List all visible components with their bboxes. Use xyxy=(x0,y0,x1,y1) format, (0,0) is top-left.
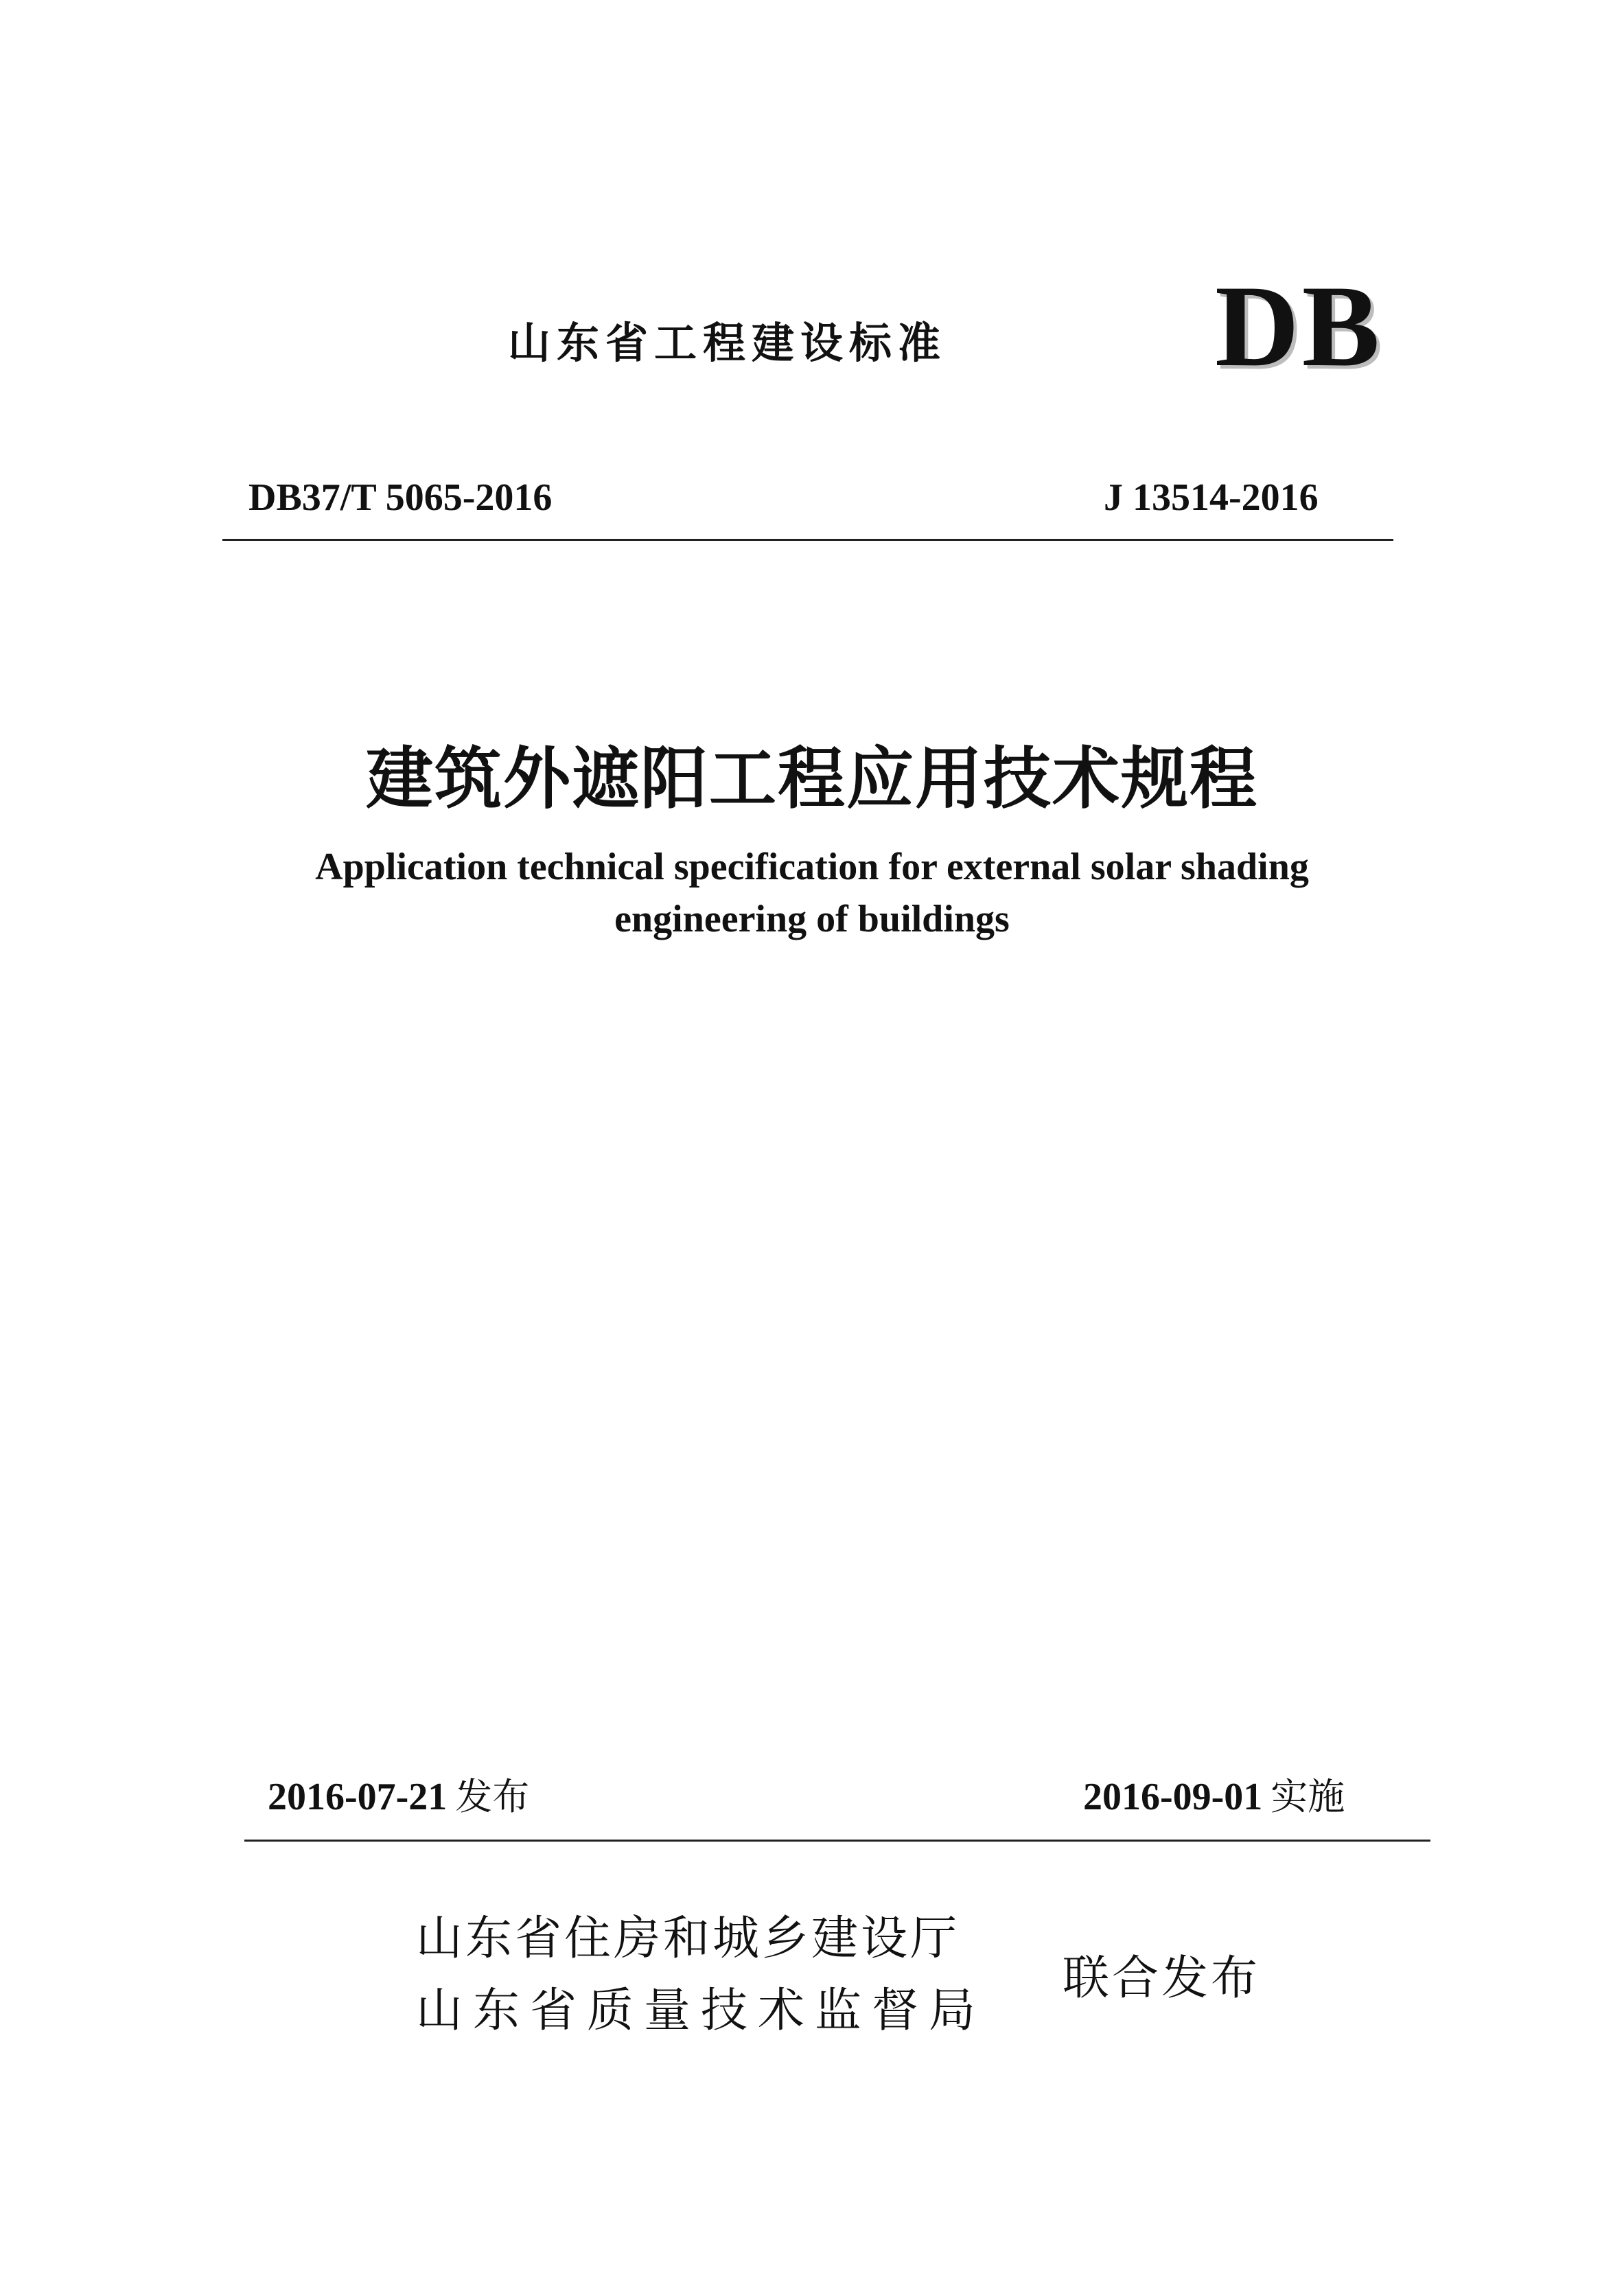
english-title-line-1: Application technical specification for external solar shading xyxy=(315,846,1309,888)
header-divider xyxy=(222,539,1393,541)
issued-date-line xyxy=(268,1771,529,1823)
db-mark: DB xyxy=(1215,262,1383,391)
issued-date: 2016-07-21 xyxy=(268,1776,448,1818)
joint-publish-label: 联合发布 xyxy=(1063,1951,1261,2006)
effective-date-line xyxy=(1083,1771,1345,1823)
effective-date: 2016-09-01 xyxy=(1083,1776,1263,1818)
document-title-chinese: 建筑外遮阳工程应用技术规程 xyxy=(365,740,1258,818)
record-number: J 13514-2016 xyxy=(1104,476,1319,519)
issuer-2: 山东省质量技术监督局 xyxy=(416,1984,986,2038)
effective-label: 实施 xyxy=(1271,1775,1345,1818)
footer-divider xyxy=(244,1840,1430,1842)
document-title-english xyxy=(0,841,1624,945)
issuer-1: 山东省住房和城乡建设厅 xyxy=(416,1912,960,1966)
english-title-line-2: engineering of buildings xyxy=(614,898,1010,940)
standard-category: 山东省工程建设标准 xyxy=(508,318,947,368)
standard-number: DB37/T 5065-2016 xyxy=(248,476,553,519)
issued-label: 发布 xyxy=(455,1775,530,1818)
